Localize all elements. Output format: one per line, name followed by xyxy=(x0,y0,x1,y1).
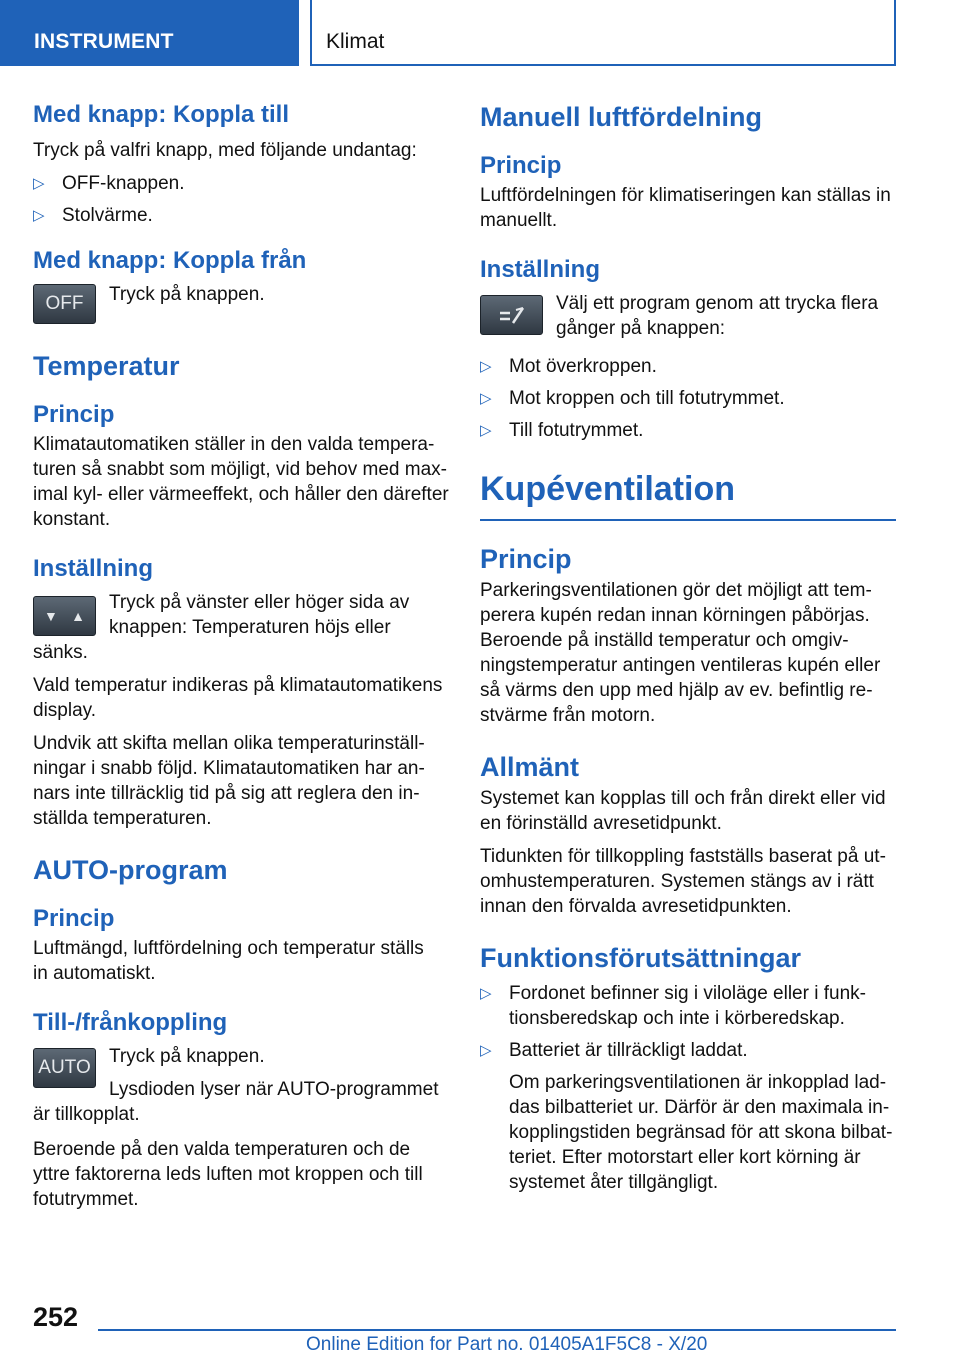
air-distribution-button-image xyxy=(480,295,543,335)
off-heading: Med knapp: Koppla från xyxy=(33,247,307,274)
ventilation-princip-heading: Princip xyxy=(480,544,572,574)
battery-note: Om parkeringsventilationen är inkopplad lad- das bilbatteriet ur. Därför är den maximala in- kopplingstiden begränsad för att skona bilbat- teriet. Efter motorstart eller kort körning är systemet åter tillgängligt. xyxy=(509,1072,893,1193)
chapter-title: Klimat xyxy=(326,30,385,53)
auto-led-tail: är tillkopplat. xyxy=(33,1104,140,1125)
temperature-setting-text: Tryck på vänster eller höger sida av knappen: Temperaturen höjs eller xyxy=(109,592,410,638)
list-item: ▷ Stolvärme. xyxy=(33,205,153,226)
list-item: ▷ Batteriet är tillräckligt laddat. Om parkeringsventilationen är inkopplad lad- das bilbatteriet ur. Därför är den maximala in- kopplingstiden begränsad för att skona bilbat- teriet. Efter motorstart eller kort körning är systemet åter tillgängligt. xyxy=(480,1038,896,1195)
off-button-image: OFF xyxy=(33,284,96,324)
left-column xyxy=(33,100,451,1212)
requirements-heading: Funktionsförutsättningar xyxy=(480,943,801,973)
manual-princip-heading: Princip xyxy=(480,152,562,179)
general-text-2: Tidunkten för tillkoppling fastställs baserat på ut- omhustemperaturen. Systemen stängs av i rätt innan den förvalda avresetidpunkten. xyxy=(480,846,886,917)
temperature-button-image xyxy=(33,596,96,636)
off-row xyxy=(33,282,451,328)
list-item: ▷ Mot överkroppen. xyxy=(480,356,657,377)
temperature-setting-row xyxy=(33,590,451,665)
temperature-advice-text: Undvik att skifta mellan olika temperaturinställ- ningar i snabb följd. Klimatautomatiken har an- nars inte tillräcklig tid på sig att reglera den in- ställda temperaturen. xyxy=(33,733,425,829)
auto-airflow-text: Beroende på den valda temperaturen och de yttre faktorerna leds luften mot kroppen och till fotutrymmet. xyxy=(33,1139,423,1210)
edition-text: Online Edition for Part no. 01405A1F5C8 - X/20 xyxy=(306,1334,708,1355)
on-exceptions-list xyxy=(33,171,451,228)
arrow-down-icon: ▼ xyxy=(44,608,58,624)
list-item: ▷ Till fotutrymmet. xyxy=(480,420,644,441)
auto-toggle-heading: Till-/frånkoppling xyxy=(33,1009,228,1036)
ventilation-divider xyxy=(480,519,896,521)
triangle-right-icon: ▷ xyxy=(480,422,492,439)
triangle-right-icon: ▷ xyxy=(480,390,492,407)
ventilation-princip-text: Parkeringsventilationen gör det möjligt att tem- perera kupén redan innan körningen påbörjas. Beroende på inställd temperatur och omgiv- ningstemperatur antingen ventileras kupén eller så värms den upp med hjälp av ev. befintlig re- stvärme från motorn. xyxy=(480,580,881,726)
temperature-setting-heading: Inställning xyxy=(33,555,153,582)
footer-divider xyxy=(98,1329,896,1331)
air-distribution-icon xyxy=(497,305,527,325)
off-text: Tryck på knappen. xyxy=(109,284,265,305)
auto-princip-text: Luftmängd, luftfördelning och temperatur ställs in automatiskt. xyxy=(33,938,424,984)
auto-button-image: AUTO xyxy=(33,1048,96,1088)
temperature-princip-text: Klimatautomatiken ställer in den valda tempera- turen så snabbt som möjligt, vid behov med max- imal kyl- eller värmeeffekt, och håller den därefter konstant. xyxy=(33,434,449,530)
triangle-right-icon: ▷ xyxy=(480,1042,492,1059)
auto-toggle-text: Tryck på knappen. xyxy=(109,1046,265,1067)
auto-led-text: Lysdioden lyser när AUTO-programmet xyxy=(109,1079,439,1100)
triangle-right-icon: ▷ xyxy=(480,985,492,1002)
requirements-list xyxy=(480,981,896,1195)
auto-princip-heading: Princip xyxy=(33,905,115,932)
temperature-display-text: Vald temperatur indikeras på klimatautomatikens display. xyxy=(33,675,443,721)
general-text-1: Systemet kan kopplas till och från direkt eller vid en förinställd avresetidpunkt. xyxy=(480,788,886,834)
section-tab xyxy=(0,0,299,66)
manual-heading: Manuell luftfördelning xyxy=(480,102,762,132)
section-title: INSTRUMENT xyxy=(34,30,174,53)
temperature-heading: Temperatur xyxy=(33,351,180,381)
manual-setting-heading: Inställning xyxy=(480,256,600,283)
manual-setting-row xyxy=(480,291,896,341)
on-text: Tryck på valfri knapp, med följande undantag: xyxy=(33,140,417,161)
auto-toggle-row xyxy=(33,1044,451,1127)
list-item: ▷ Mot kroppen och till fotutrymmet. xyxy=(480,388,785,409)
manual-princip-text: Luftfördelningen för klimatiseringen kan ställas in manuellt. xyxy=(480,185,891,231)
chapter-tab xyxy=(310,0,896,66)
temperature-setting-tail: sänks. xyxy=(33,642,88,663)
arrow-up-icon: ▲ xyxy=(71,608,85,624)
general-heading: Allmänt xyxy=(480,752,580,782)
list-item: ▷ OFF-knappen. xyxy=(33,173,185,194)
list-item: ▷ Fordonet befinner sig i viloläge eller i funk- tionsberedskap och inte i körberedskap. xyxy=(480,983,866,1029)
ventilation-heading: Kupéventilation xyxy=(480,470,736,508)
triangle-right-icon: ▷ xyxy=(33,207,45,224)
page-number: 252 xyxy=(33,1302,79,1332)
triangle-right-icon: ▷ xyxy=(480,358,492,375)
manual-programs-list xyxy=(480,354,896,443)
on-heading: Med knapp: Koppla till xyxy=(33,101,289,128)
right-column xyxy=(480,100,896,1195)
auto-heading: AUTO-program xyxy=(33,855,228,885)
manual-setting-text: Välj ett program genom att trycka flera gånger på knappen: xyxy=(556,293,879,339)
temperature-princip-heading: Princip xyxy=(33,401,115,428)
triangle-right-icon: ▷ xyxy=(33,175,45,192)
